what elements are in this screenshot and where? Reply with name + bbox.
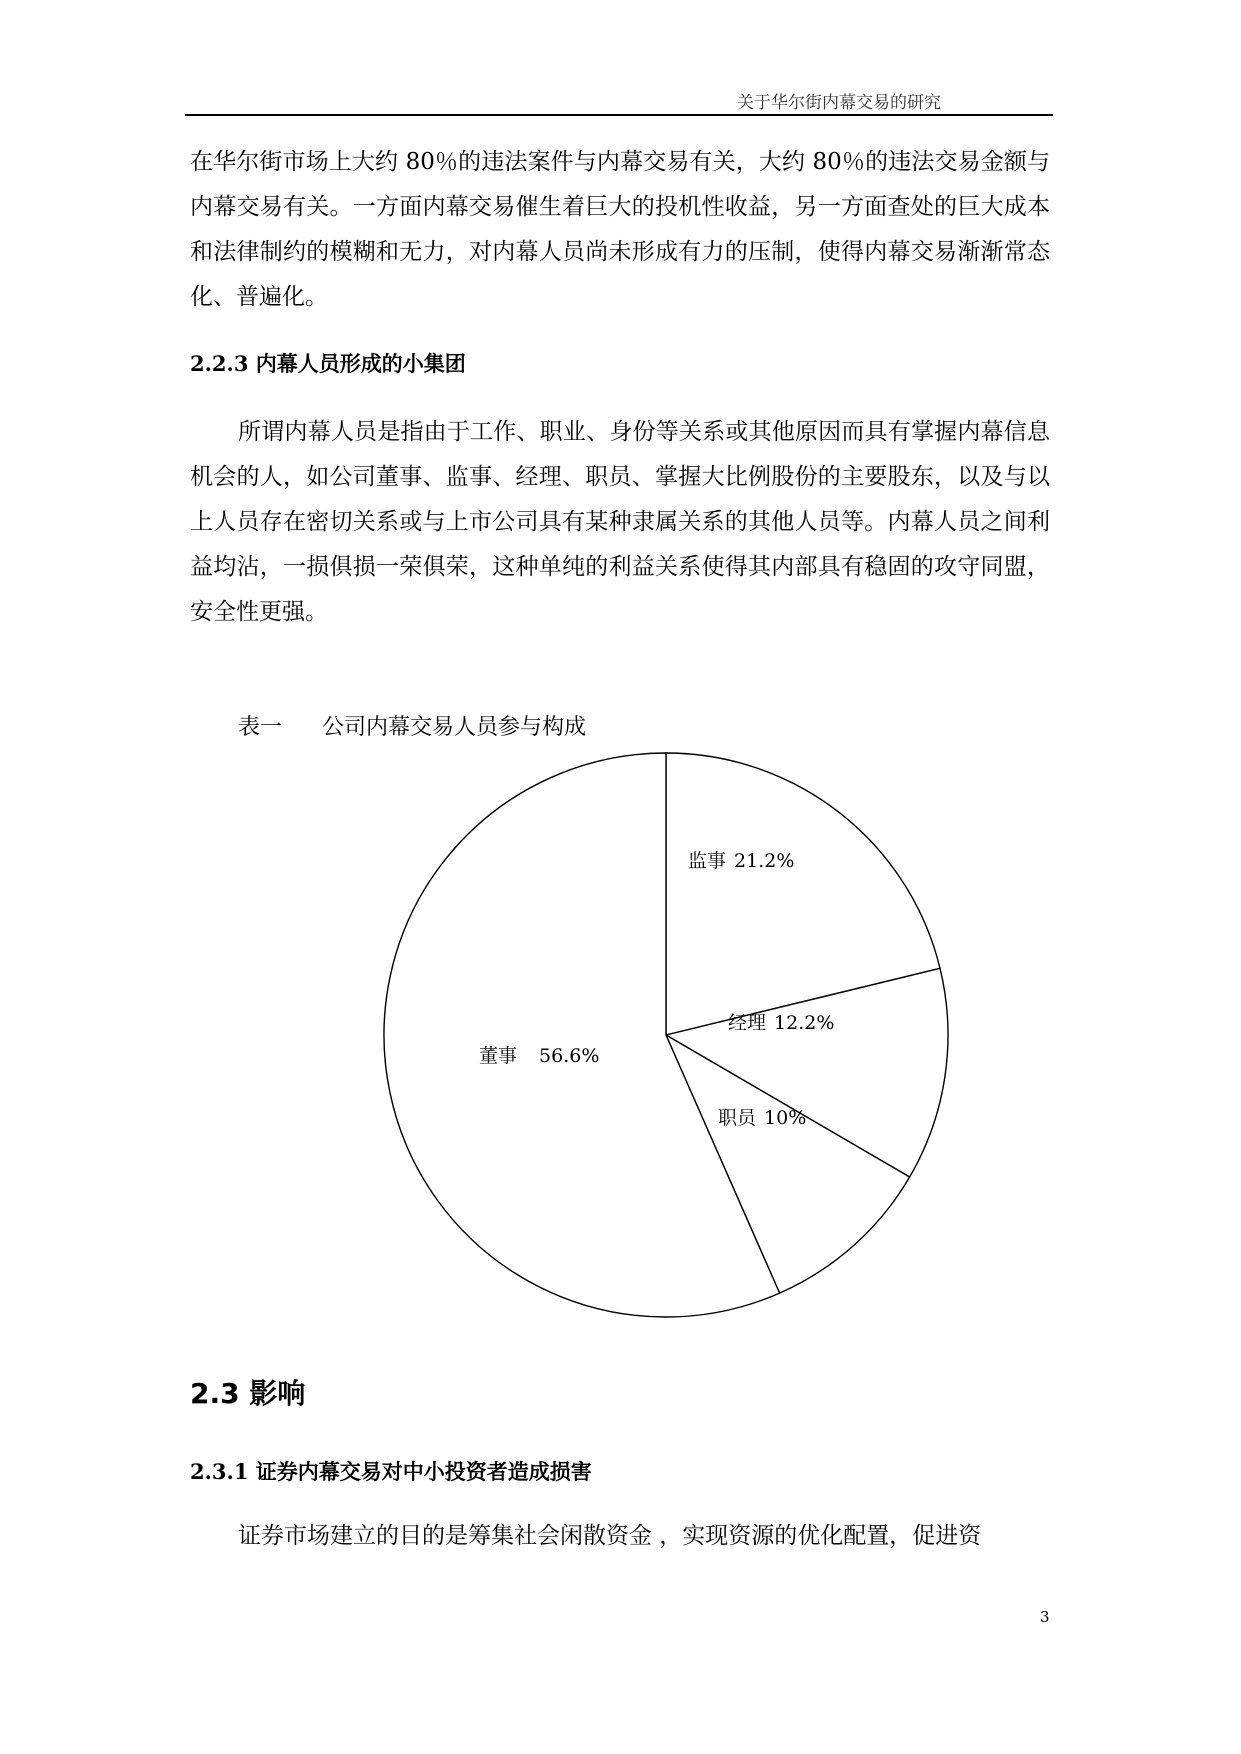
heading-2-2-3: 2.2.3 内幕人员形成的小集团 [190,351,466,376]
pie-slice-name: 监事 [688,850,727,872]
heading-2-3: 2.3 影响 [190,1377,306,1410]
header-title: 关于华尔街内幕交易的研究 [737,93,941,113]
pie-slice-label [688,850,794,872]
paragraph-2: 所谓内幕人员是指由于工作、职业、身份等关系或其他原因而具有掌握内幕信息机会的人，如公司董事、监事、经理、职员、掌握大比例股份的主要股东，以及与以上人员存在密切关系或与上市公司具有某种隶属关系的其他人员等。内幕人员之间利益均沾，一损俱损一荣俱荣，这种单纯的利益关系使得其内部具有稳固的攻守同盟，安全性更强。 [190,419,1050,625]
pie-slice-label [728,1012,834,1034]
pie-slice-name: 职员 [718,1107,757,1129]
pie-slices [384,753,948,1317]
caption-title: 公司内幕交易人员参与构成 [322,715,587,740]
heading-2-3-1: 2.3.1 证券内幕交易对中小投资者造成损害 [190,1459,592,1484]
pie-slice-name: 经理 [728,1012,767,1034]
pie-slice-name: 董事 [479,1045,518,1067]
pie-slice-label [479,1045,599,1067]
paragraph-3: 证券市场建立的目的是筹集社会闲散资金 ，实现资源的优化配置，促进资 [238,1523,982,1549]
caption-label: 表一 [238,715,283,740]
pie-slice-value: 12.2% [774,1012,835,1034]
page-number: 3 [1040,1608,1050,1626]
paragraph-1: 在华尔街市场上大约 80％的违法案件与内幕交易有关，大约 80％的违法交易金额与内幕交易有关。一方面内幕交易催生着巨大的投机性收益，另一方面查处的巨大成本和法律制约的模糊和无力，对内幕人员尚未形成有力的压制，使得内幕交易渐渐常态化、普遍化。 [190,149,1050,310]
pie-slice-value: 21.2% [734,850,795,872]
pie-slice-value: 10% [764,1107,807,1129]
pie-slice-value: 56.6% [539,1045,600,1067]
